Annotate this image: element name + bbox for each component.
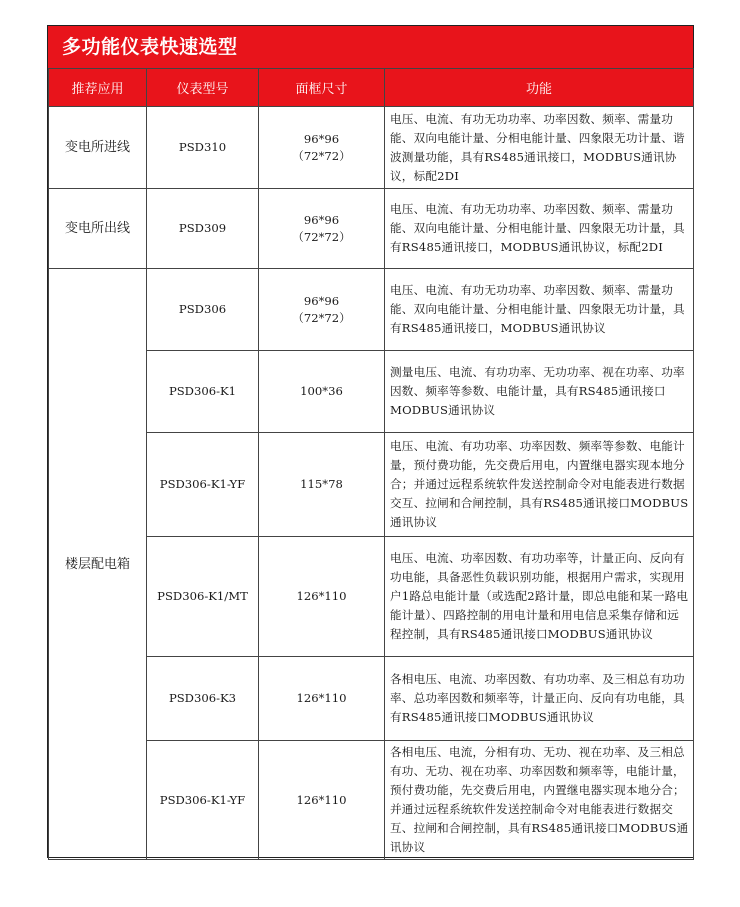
function-cell: 各相电压、电流，分相有功、无功、视在功率、及三相总有功、无功、视在功率、功率因数和频率等，电能计量，预付费功能，先交费后用电，内置继电器实现本地分合；并通过远程系统软件发送控制命令对电能表进行数据交互、拉闸和合闸控制，具有RS485通讯接口MODBUS通讯协议 — [385, 741, 694, 860]
table-row — [49, 107, 694, 189]
size-value: 96*96 — [303, 212, 340, 227]
function-cell: 电压、电流、有功无功功率、功率因数、频率、需量功能、双向电能计量、分相电能计量、四象限无功计量，具有RS485通讯接口，MODBUS通讯协议 — [385, 269, 694, 351]
selection-table — [48, 68, 694, 860]
function-cell: 各相电压、电流、功率因数、有功功率、及三相总有功功率、总功率因数和频率等，计量正向、反向有功电能，具有RS485通讯接口MODBUS通讯协议 — [385, 657, 694, 741]
size-cell: 100*36 — [259, 351, 385, 433]
application-cell: 变电所出线 — [49, 189, 147, 269]
model-cell: PSD306-K1-YF — [147, 741, 259, 860]
size-alt-value: （72*72） — [292, 310, 351, 325]
size-cell: 126*110 — [259, 741, 385, 860]
model-cell: PSD309 — [147, 189, 259, 269]
header-row — [49, 69, 694, 107]
size-value: 96*96 — [303, 293, 340, 308]
model-cell: PSD306-K1-YF — [147, 433, 259, 537]
size-alt-value: （72*72） — [292, 148, 351, 163]
application-cell: 楼层配电箱 — [49, 269, 147, 860]
header-model: 仪表型号 — [147, 69, 259, 107]
size-cell — [259, 107, 385, 189]
table-row — [49, 269, 694, 351]
table-title: 多功能仪表快速选型 — [48, 26, 693, 68]
selection-table-frame — [47, 25, 694, 858]
function-cell: 电压、电流、有功无功功率、功率因数、频率、需量功能、双向电能计量、分相电能计量、四象限无功计量，具有RS485通讯接口，MODBUS通讯协议，标配2DI — [385, 189, 694, 269]
model-cell: PSD310 — [147, 107, 259, 189]
header-application: 推荐应用 — [49, 69, 147, 107]
function-cell: 电压、电流、有功功率、功率因数、频率等参数、电能计量，预付费功能，先交费后用电，内置继电器实现本地分合；并通过远程系统软件发送控制命令对电能表进行数据交互、拉闸和合闸控制，具有RS485通讯接口MODBUS通讯协议 — [385, 433, 694, 537]
size-cell — [259, 269, 385, 351]
header-function: 功能 — [385, 69, 694, 107]
size-cell: 115*78 — [259, 433, 385, 537]
model-cell: PSD306-K3 — [147, 657, 259, 741]
model-cell: PSD306 — [147, 269, 259, 351]
size-cell: 126*110 — [259, 657, 385, 741]
header-size: 面框尺寸 — [259, 69, 385, 107]
application-cell: 变电所进线 — [49, 107, 147, 189]
function-cell: 测量电压、电流、有功功率、无功功率、视在功率、功率因数、频率等参数、电能计量，具有RS485通讯接口MODBUS通讯协议 — [385, 351, 694, 433]
function-cell: 电压、电流、有功无功功率、功率因数、频率、需量功能、双向电能计量、分相电能计量、四象限无功计量、谐波测量功能，具有RS485通讯接口，MODBUS通讯协议，标配2DI — [385, 107, 694, 189]
size-cell: 126*110 — [259, 537, 385, 657]
model-cell: PSD306-K1/MT — [147, 537, 259, 657]
size-cell — [259, 189, 385, 269]
size-alt-value: （72*72） — [292, 229, 351, 244]
function-cell: 电压、电流、功率因数、有功功率等，计量正向、反向有功电能，具备恶性负载识别功能，根据用户需求，实现用户1路总电能计量（或选配2路计量，即总电能和某一路电能计量）、四路控制的用电计量和用电信息采集存储和远程控制，具有RS485通讯接口MODBUS通讯协议 — [385, 537, 694, 657]
size-value: 96*96 — [303, 131, 340, 146]
model-cell: PSD306-K1 — [147, 351, 259, 433]
table-row — [49, 189, 694, 269]
